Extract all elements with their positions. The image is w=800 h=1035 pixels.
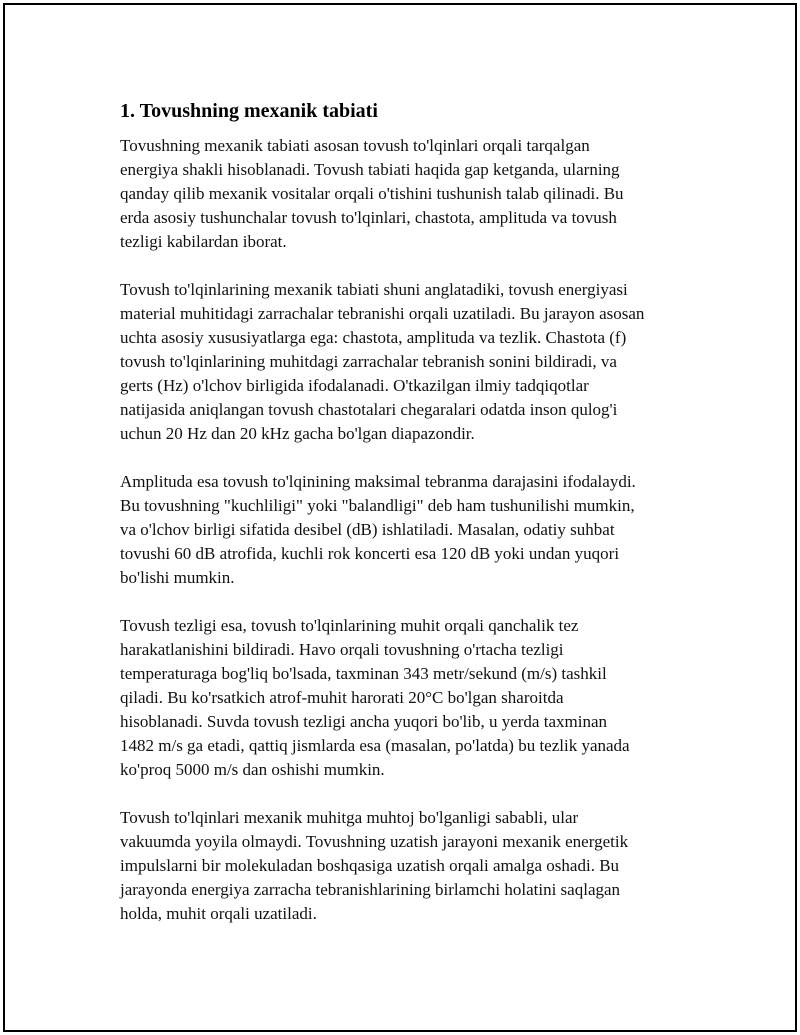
section-heading: 1. Tovushning mexanik tabiati [120, 100, 378, 122]
text-line: material muhitidagi zarrachalar tebranishi orqali uzatiladi. Bu jarayon asosan [120, 304, 645, 323]
text-line: erda asosiy tushunchalar tovush to'lqinlari, chastota, amplituda va tovush [120, 208, 617, 227]
text-line: tovush to'lqinlarining muhitdagi zarrachalar tebranish sonini bildiradi, va [120, 352, 617, 371]
text-line: Tovushning mexanik tabiati asosan tovush to'lqinlari orqali tarqalgan [120, 136, 590, 155]
text-line: Bu tovushning "kuchliligi" yoki "balandligi" deb ham tushunilishi mumkin, [120, 496, 635, 515]
text-line: qiladi. Bu ko'rsatkich atrof-muhit harorati 20°C bo'lgan sharoitda [120, 688, 564, 707]
text-line: bo'lishi mumkin. [120, 568, 235, 587]
text-line: vakuumda yoyila olmaydi. Tovushning uzatish jarayoni mexanik energetik [120, 832, 629, 851]
paragraph-3 [120, 470, 700, 590]
text-line: energiya shakli hisoblanadi. Tovush tabiati haqida gap ketganda, ularning [120, 160, 620, 179]
paragraph-1 [120, 134, 700, 254]
document-content [120, 98, 700, 950]
text-line: Amplituda esa tovush to'lqinining maksimal tebranma darajasini ifodalaydi. [120, 472, 636, 491]
text-line: Tovush tezligi esa, tovush to'lqinlarining muhit orqali qanchalik tez [120, 616, 579, 635]
text-line: uchun 20 Hz dan 20 kHz gacha bo'lgan diapazondir. [120, 424, 475, 443]
page-frame [3, 3, 797, 1032]
text-line: qanday qilib mexanik vositalar orqali o'tishini tushunish talab qilinadi. Bu [120, 184, 624, 203]
text-line: tovushi 60 dB atrofida, kuchli rok koncerti esa 120 dB yoki undan yuqori [120, 544, 620, 563]
text-line: hisoblanadi. Suvda tovush tezligi ancha yuqori bo'lib, u yerda taxminan [120, 712, 607, 731]
text-line: 1482 m/s ga etadi, qattiq jismlarda esa (masalan, po'latda) bu tezlik yanada [120, 736, 630, 755]
text-line: va o'lchov birligi sifatida desibel (dB) ishlatiladi. Masalan, odatiy suhbat [120, 520, 615, 539]
text-line: holda, muhit orqali uzatiladi. [120, 904, 317, 923]
text-line: natijasida aniqlangan tovush chastotalari chegaralari odatda inson qulog'i [120, 400, 618, 419]
paragraph-4 [120, 614, 700, 782]
text-line: ko'proq 5000 m/s dan oshishi mumkin. [120, 760, 385, 779]
text-line: Tovush to'lqinlari mexanik muhitga muhtoj bo'lganligi sababli, ular [120, 808, 579, 827]
paragraph-5 [120, 806, 700, 926]
text-line: tezligi kabilardan iborat. [120, 232, 287, 251]
text-line: impulslarni bir molekuladan boshqasiga uzatish orqali amalga oshadi. Bu [120, 856, 620, 875]
paragraph-2 [120, 278, 700, 446]
text-line: jarayonda energiya zarracha tebranishlarining birlamchi holatini saqlagan [120, 880, 621, 899]
text-line: temperaturaga bog'liq bo'lsada, taxminan 343 metr/sekund (m/s) tashkil [120, 664, 607, 683]
text-line: uchta asosiy xususiyatlarga ega: chastota, amplituda va tezlik. Chastota (f) [120, 328, 627, 347]
text-line: harakatlanishini bildiradi. Havo orqali tovushning o'rtacha tezligi [120, 640, 564, 659]
text-line: Tovush to'lqinlarining mexanik tabiati shuni anglatadiki, tovush energiyasi [120, 280, 628, 299]
text-line: gerts (Hz) o'lchov birligida ifodalanadi. O'tkazilgan ilmiy tadqiqotlar [120, 376, 589, 395]
